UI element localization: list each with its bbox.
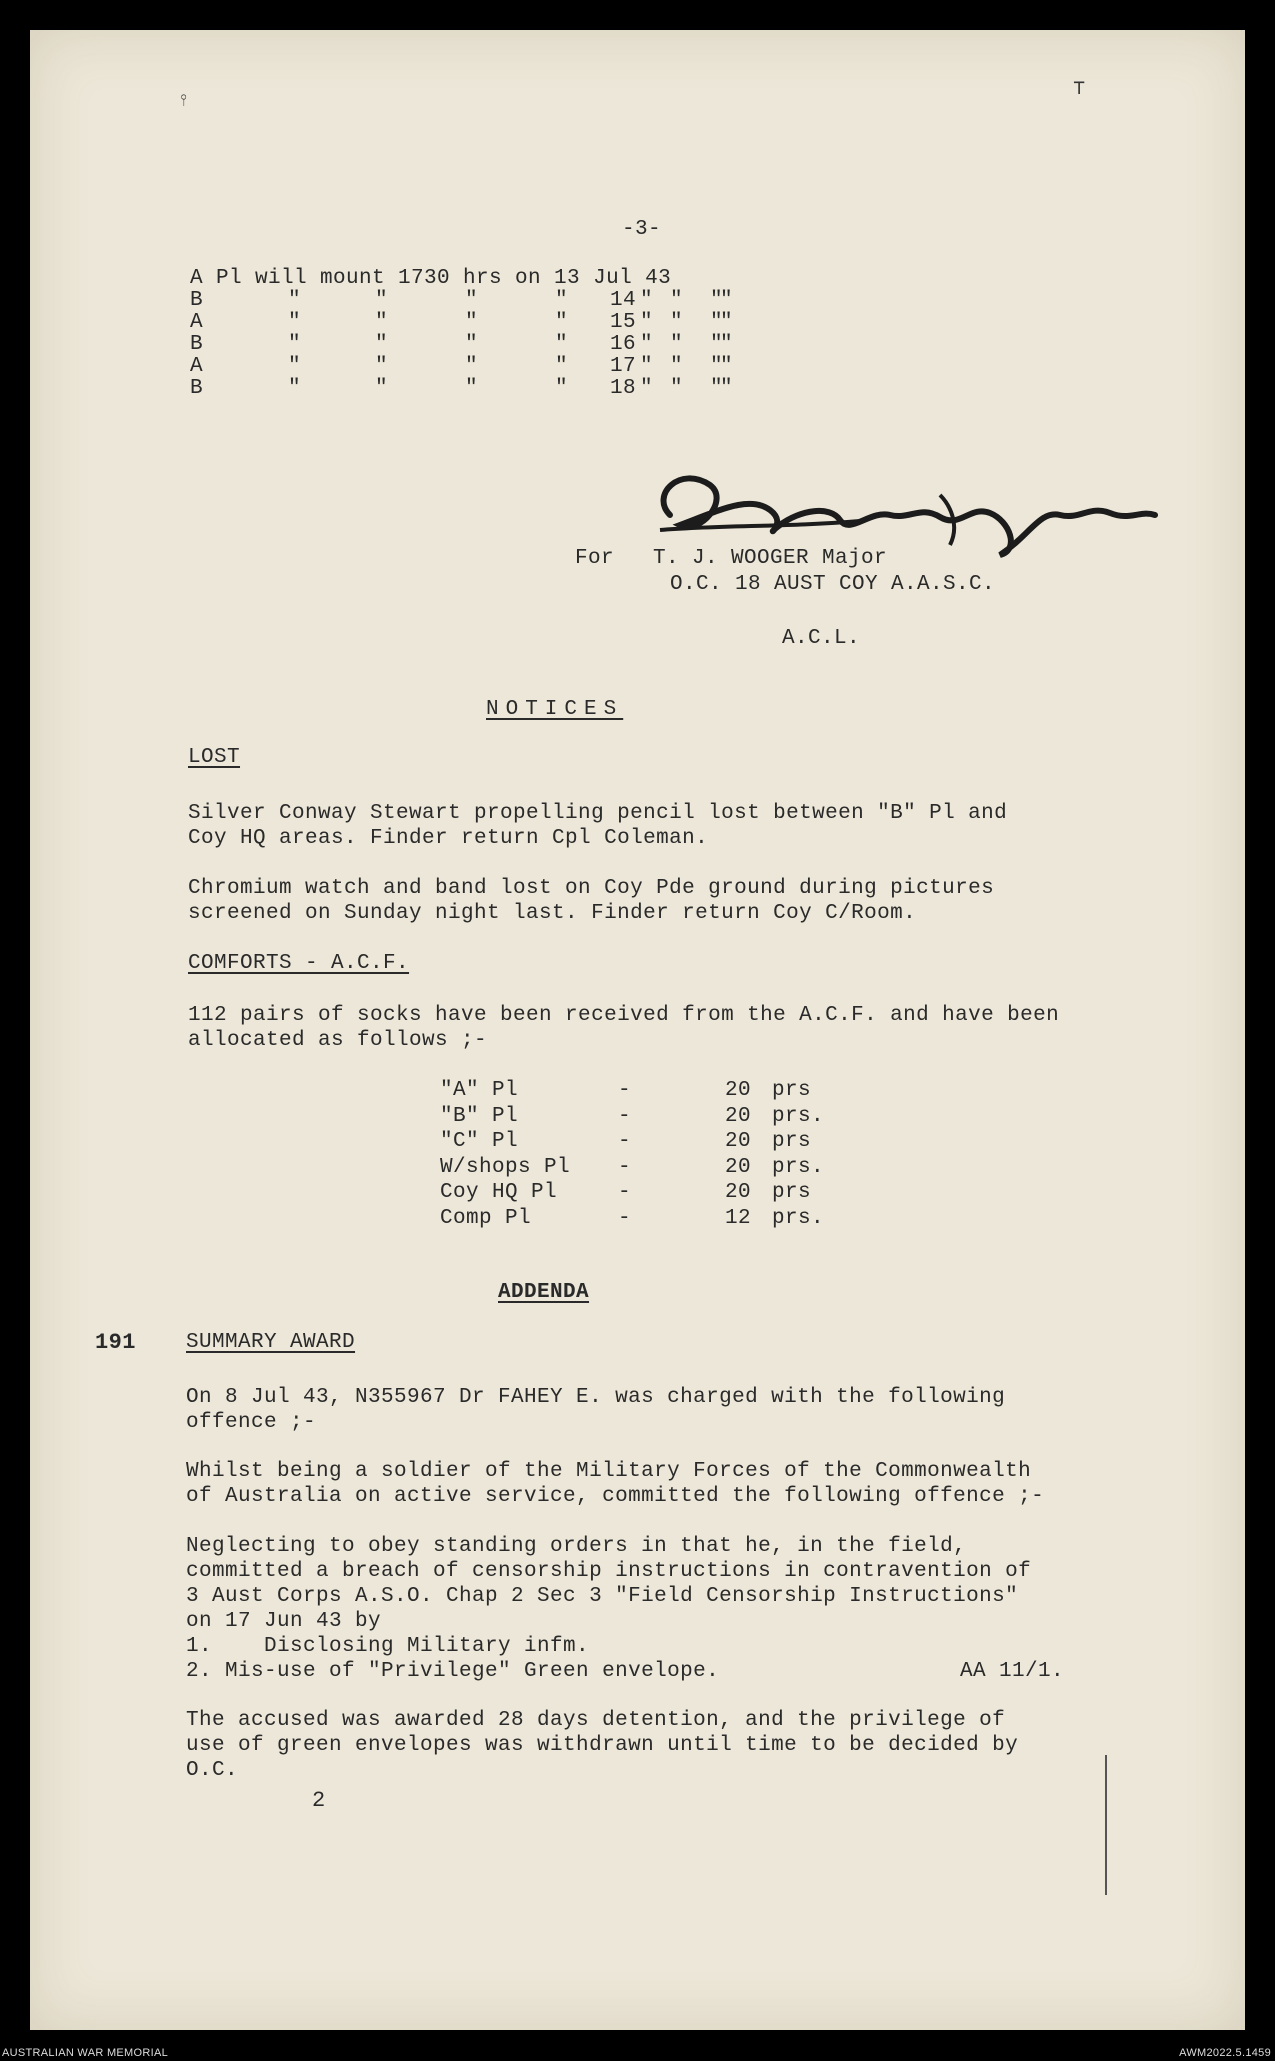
allocation-unit-label: prs [772,1079,812,1102]
roster-day: 17 [610,355,637,378]
ditto-mark: " [465,333,479,356]
addenda-line-1: On 8 Jul 43, N355967 Dr FAHEY E. was charged with the following [186,1386,1006,1409]
addenda-line-4: of Australia on active service, committed the following offence ;- [186,1485,1045,1508]
signature-for-line: For T. J. WOOGER Major [575,547,888,570]
corner-mark: ⊤ [1073,78,1086,101]
addenda-line-12: use of green envelopes was withdrawn until time to be decided by [186,1734,1019,1757]
addenda-line-7: 3 Aust Corps A.S.O. Chap 2 Sec 3 "Field Censorship Instructions" [186,1585,1019,1608]
addenda-line-6: committed a breach of censorship instructions in contravention of [186,1560,1032,1583]
roster-platoon: A [190,355,204,378]
roster-day: 16 [610,333,637,356]
roster-platoon: A [190,311,204,334]
allocation-unit-label: prs [772,1130,812,1153]
roster-day: 18 [610,377,637,400]
addenda-line-3: Whilst being a soldier of the Military Forces of the Commonwealth [186,1460,1032,1483]
ditto-mark: " [640,289,654,312]
allocation-unit: "B" Pl [440,1104,519,1128]
ditto-mark: " [288,377,302,400]
allocation-qty: 20 [725,1104,752,1128]
addenda-line-2: offence ;- [186,1411,317,1434]
footer-credit: AUSTRALIAN WAR MEMORIAL [2,2047,169,2059]
signature-oc-line: O.C. 18 AUST COY A.A.S.C. [670,573,996,596]
comforts-line2: allocated as follows ;- [188,1029,488,1052]
ditto-mark: " [555,355,569,378]
ditto-mark: " [710,333,724,356]
ditto-mark: " [288,333,302,356]
allocation-dash: - [618,1104,632,1128]
roster-day: 15 [610,311,637,334]
ditto-mark: " [720,377,734,400]
lost-para2-line2: screened on Sunday night last. Finder return Coy C/Room. [188,902,917,925]
roster-platoon: B [190,333,204,356]
lost-para1-line1: Silver Conway Stewart propelling pencil lost between "B" Pl and [188,802,1008,825]
ditto-mark: " [720,289,734,312]
ditto-mark: " [555,289,569,312]
ditto-mark: " [288,311,302,334]
allocation-qty: 20 [725,1079,752,1102]
ditto-mark: " [465,289,479,312]
ditto-mark: " [465,377,479,400]
ditto-mark: " [288,289,302,312]
addenda-item-number: 191 [95,1330,136,1355]
allocation-dash: - [618,1130,632,1153]
lost-para2-line1: Chromium watch and band lost on Coy Pde ground during pictures [188,877,995,900]
ditto-mark: " [710,377,724,400]
allocation-qty: 20 [725,1155,752,1179]
ditto-mark: " [640,333,654,356]
allocation-unit: Comp Pl [440,1206,532,1230]
roster-header: A Pl will mount 1730 hrs on 13 Jul 43 [190,267,672,290]
allocation-unit: "A" Pl [440,1079,519,1102]
comforts-heading: COMFORTS - A.C.F. [188,952,410,975]
allocation-unit: "C" Pl [440,1130,519,1153]
allocation-dash: - [618,1206,632,1230]
comforts-line1: 112 pairs of socks have been received from the A.C.F. and have been [188,1004,1060,1027]
addenda-reference: AA 11/1. [960,1660,1065,1683]
ditto-mark: " [375,355,389,378]
ditto-mark: " [720,355,734,378]
ditto-mark: " [375,311,389,334]
addenda-line-8: on 17 Jun 43 by [186,1610,382,1633]
corner-mark-left: ⫯ [180,92,187,110]
ditto-mark: " [710,311,724,334]
ditto-mark: " [640,355,654,378]
ditto-mark: " [555,311,569,334]
addenda-title: ADDENDA [498,1281,590,1304]
page-number: -3- [622,218,662,241]
footer-reference: AWM2022.5.1459 [1179,2047,1271,2059]
lost-heading: LOST [188,746,241,769]
summary-award-heading: SUMMARY AWARD [186,1331,356,1354]
addenda-line-5: Neglecting to obey standing orders in that he, in the field, [186,1535,967,1558]
ditto-mark: " [375,289,389,312]
lost-para1-line2: Coy HQ areas. Finder return Cpl Coleman. [188,827,709,850]
ditto-mark: " [555,377,569,400]
allocation-unit-label: prs. [772,1104,825,1128]
roster-platoon: B [190,289,204,312]
allocation-dash: - [618,1181,632,1204]
ditto-mark: " [640,377,654,400]
ditto-mark: " [375,377,389,400]
ditto-mark: " [670,355,684,378]
ditto-mark: " [465,355,479,378]
ditto-mark: " [720,311,734,334]
ditto-mark: " [465,311,479,334]
ditto-mark: " [720,333,734,356]
addenda-pencil-mark: 2 [312,1788,326,1813]
ditto-mark: " [288,355,302,378]
addenda-line-10: 2. Mis-use of "Privilege" Green envelope. [186,1660,720,1683]
allocation-unit-label: prs. [772,1155,825,1179]
allocation-unit-label: prs [772,1181,812,1204]
ditto-mark: " [375,333,389,356]
ditto-mark: " [640,311,654,334]
allocation-dash: - [618,1079,632,1102]
allocation-qty: 20 [725,1130,752,1153]
ditto-mark: " [670,289,684,312]
allocation-unit-label: prs. [772,1206,825,1230]
addenda-line-9: 1. Disclosing Military infm. [186,1635,590,1658]
ditto-mark: " [555,333,569,356]
signature-initials: A.C.L. [782,627,861,650]
ditto-mark: " [670,333,684,356]
allocation-dash: - [618,1155,632,1179]
ditto-mark: " [670,377,684,400]
addenda-line-13: O.C. [186,1759,239,1782]
notices-title: NOTICES [486,698,624,721]
addenda-line-11: The accused was awarded 28 days detention, and the privilege of [186,1709,1006,1732]
allocation-unit: Coy HQ Pl [440,1181,558,1204]
margin-rule [1105,1755,1107,1895]
ditto-mark: " [710,289,724,312]
roster-platoon: B [190,377,204,400]
allocation-unit: W/shops Pl [440,1155,571,1179]
allocation-qty: 12 [725,1206,752,1230]
ditto-mark: " [670,311,684,334]
allocation-qty: 20 [725,1181,752,1204]
roster-day: 14 [610,289,637,312]
ditto-mark: " [710,355,724,378]
